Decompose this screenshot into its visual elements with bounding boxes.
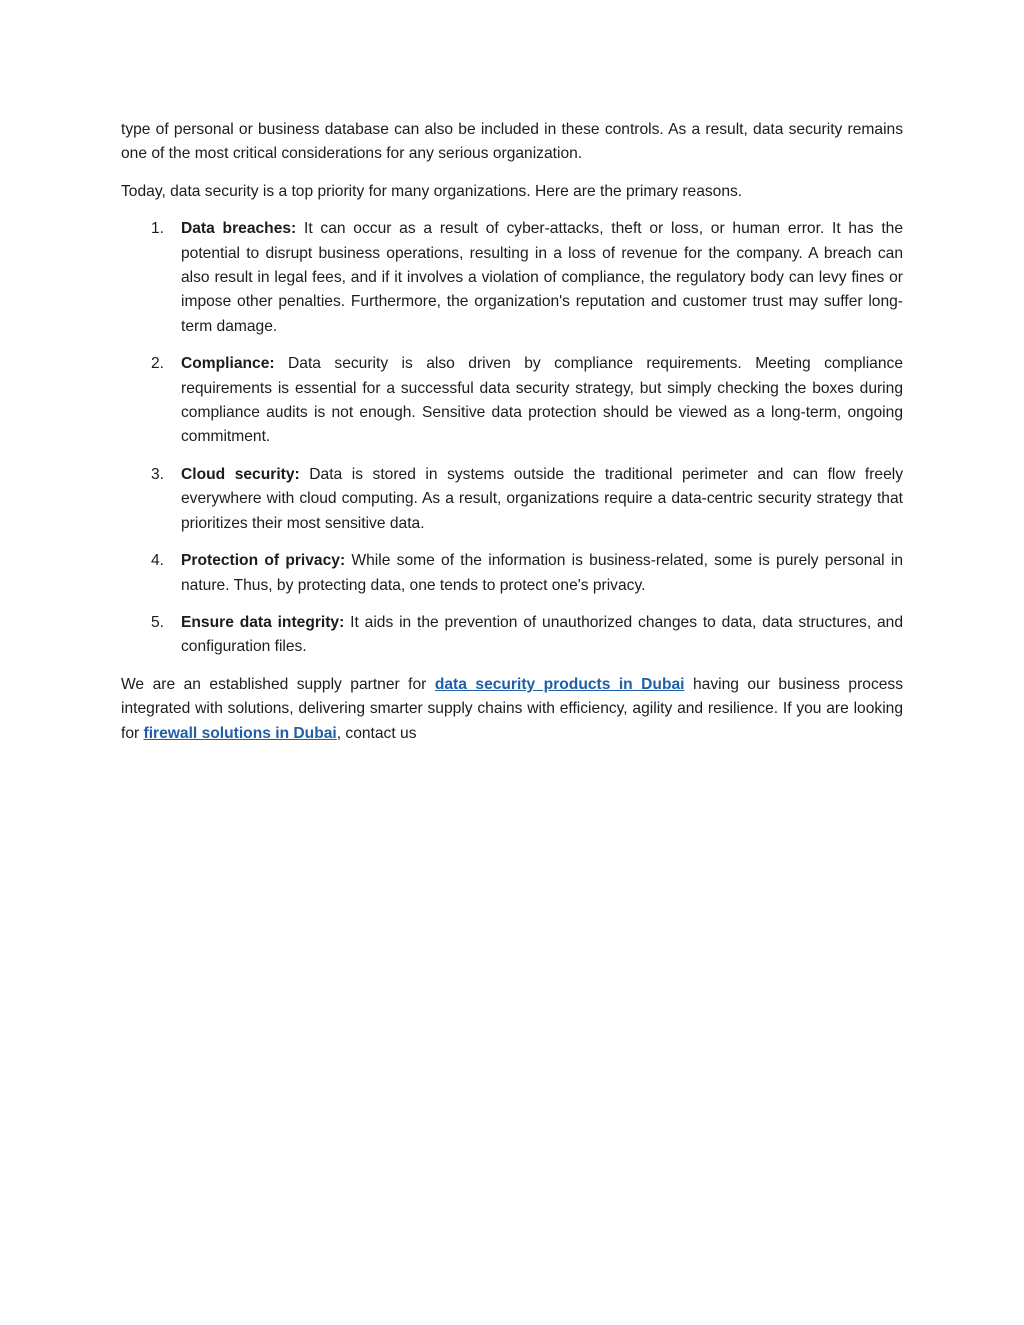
reasons-list [121,217,903,660]
closing-text-1: We are an established supply partner for [121,675,435,693]
document-page [121,118,903,759]
list-text: It can occur as a result of cyber-attacks, theft or loss, or human error. It has the potential to disrupt business operations, resulting in a loss of revenue for the company. A breach can also result in legal fees, and if it involves a violation of compliance, the regulatory body can levy fines or impose other penalties. Furthermore, the organization's reputation and customer trust may suffer long-term damage. [181,220,903,335]
list-text: While some of the information is business-related, some is purely personal in nature. Thus, by protecting data, one tends to protect one's privacy. [181,552,903,594]
list-number: 2. [151,355,165,373]
list-term: Protection of privacy: [181,552,346,570]
list-item [121,352,903,450]
list-term: Compliance: [181,355,275,373]
list-text: Data is stored in systems outside the traditional perimeter and can flow freely everywhere with cloud computing. As a result, organizations require a data-centric security strategy that prioritizes their most sensitive data. [181,465,903,532]
list-number: 4. [151,552,165,570]
firewall-solutions-link[interactable]: firewall solutions in Dubai [143,724,337,742]
list-number: 5. [151,613,165,631]
intro-paragraph: type of personal or business database can also be included in these controls. As a result, data security remains one of the most critical considerations for any serious organization. [121,121,903,163]
list-number: 1. [151,220,165,238]
list-item [121,611,903,660]
data-security-products-link[interactable]: data security products in Dubai [434,675,685,693]
closing-text-3: , contact us [336,724,417,742]
list-item [121,463,903,536]
closing-paragraph [121,673,903,746]
list-number: 3. [151,465,165,483]
reasons-intro: Today, data security is a top priority for many organizations. Here are the primary reasons. [121,182,743,200]
list-item [121,217,903,339]
list-term: Ensure data integrity: [181,613,345,631]
list-text: Data security is also driven by compliance requirements. Meeting compliance requirements is essential for a successful data security strategy, but simply checking the boxes during compliance audits is not enough. Sensitive data protection should be viewed as a long-term, ongoing commitment. [181,355,903,446]
list-term: Data breaches: [181,220,297,238]
closing-text-2: having our business process integrated with solutions, delivering smarter supply chains with efficiency, agility and resilience. If you are looking for [121,675,904,742]
list-term: Cloud security: [181,465,300,483]
list-text: It aids in the prevention of unauthorized changes to data, data structures, and configuration files. [181,613,904,656]
list-item [121,549,903,598]
